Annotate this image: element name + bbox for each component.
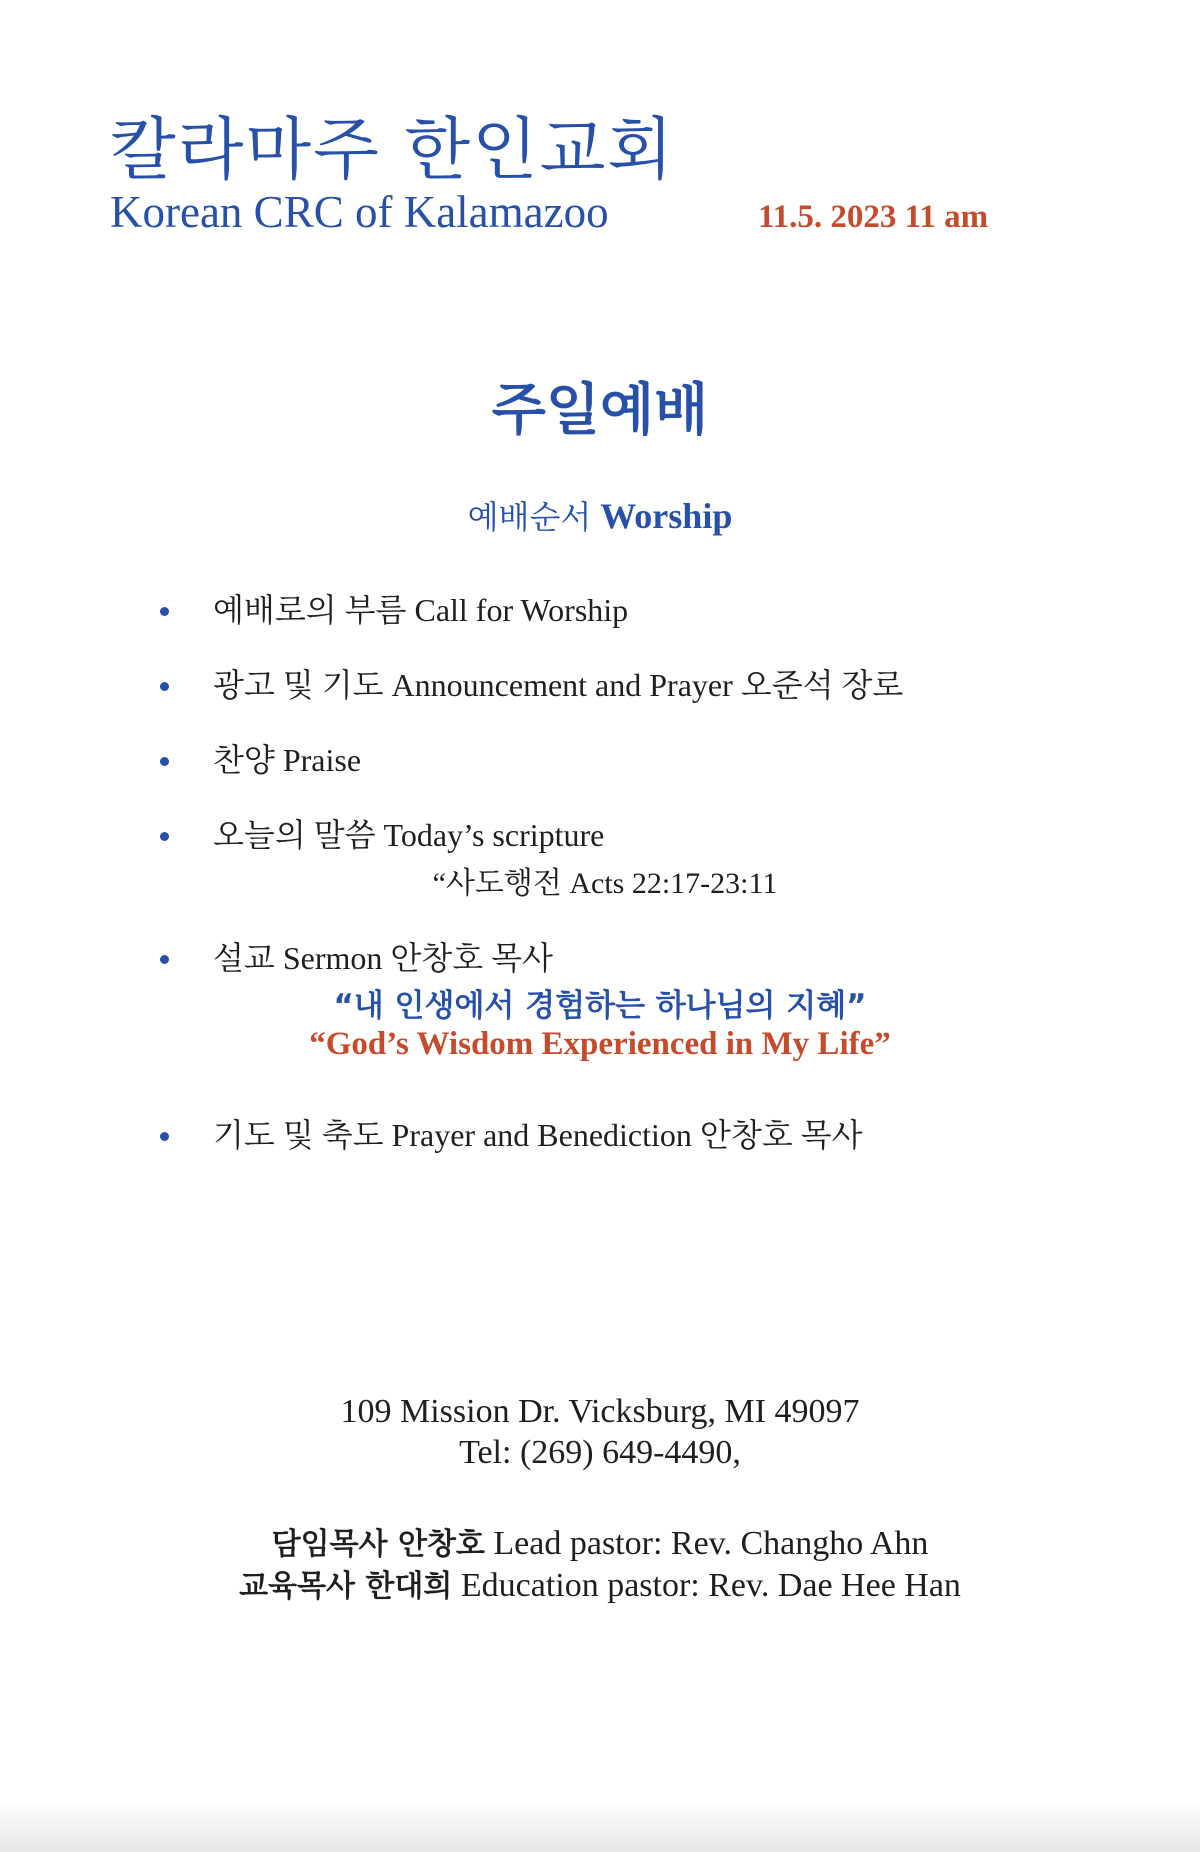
order-item-label: 찬양 Praise: [213, 742, 362, 778]
order-item-prayer-benediction: [160, 1110, 862, 1156]
order-item-label: 예배로의 부름 Call for Worship: [213, 592, 629, 628]
order-heading-english: Worship: [600, 496, 733, 536]
order-item-label: 오늘의 말씀 Today’s scripture: [213, 817, 605, 853]
order-item-label: 설교 Sermon 안창호 목사: [213, 940, 553, 976]
church-name-english: Korean CRC of Kalamazoo: [110, 187, 609, 237]
sermon-title-korean: “내 인생에서 경험하는 하나님의 지혜”: [333, 988, 867, 1024]
order-item-call-for-worship: [160, 585, 628, 631]
bullet-icon: [160, 955, 169, 964]
church-name-korean: 칼라마주 한인교회: [110, 111, 676, 190]
education-pastor-line: [0, 1561, 1200, 1605]
service-title: 주일예배: [491, 378, 709, 443]
bullet-icon: [160, 757, 169, 766]
service-date-time: 11.5. 2023 11 am: [758, 199, 989, 235]
church-address: 109 Mission Dr. Vicksburg, MI 49097: [340, 1393, 860, 1430]
sermon-title-english: “God’s Wisdom Experienced in My Life”: [309, 1026, 891, 1062]
education-pastor-english: Education pastor: Rev. Dae Hee Han: [460, 1567, 961, 1604]
scripture-reference: “사도행전 Acts 22:17-23:11: [432, 867, 778, 900]
order-item-label: 기도 및 축도 Prayer and Benediction 안창호 목사: [213, 1117, 863, 1153]
page-bottom-edge: [0, 1800, 1200, 1852]
order-item-praise: [160, 735, 361, 781]
bullet-icon: [160, 832, 169, 841]
church-phone: Tel: (269) 649-4490,: [459, 1434, 741, 1471]
education-pastor-korean: 교육목사 한대희: [239, 1569, 453, 1604]
lead-pastor-line: [0, 1519, 1200, 1563]
order-item-scripture: [160, 810, 604, 856]
bullet-icon: [160, 1132, 169, 1141]
order-item-sermon: [160, 933, 553, 979]
order-heading-korean: 예배순서: [467, 498, 592, 536]
order-of-worship-heading: [0, 492, 1200, 538]
lead-pastor-english: Lead pastor: Rev. Changho Ahn: [493, 1525, 929, 1562]
lead-pastor-korean: 담임목사 안창호: [271, 1527, 485, 1562]
order-item-announcement-prayer: [160, 660, 903, 706]
order-item-label: 광고 및 기도 Announcement and Prayer 오준석 장로: [213, 667, 904, 703]
bullet-icon: [160, 682, 169, 691]
bullet-icon: [160, 607, 169, 616]
